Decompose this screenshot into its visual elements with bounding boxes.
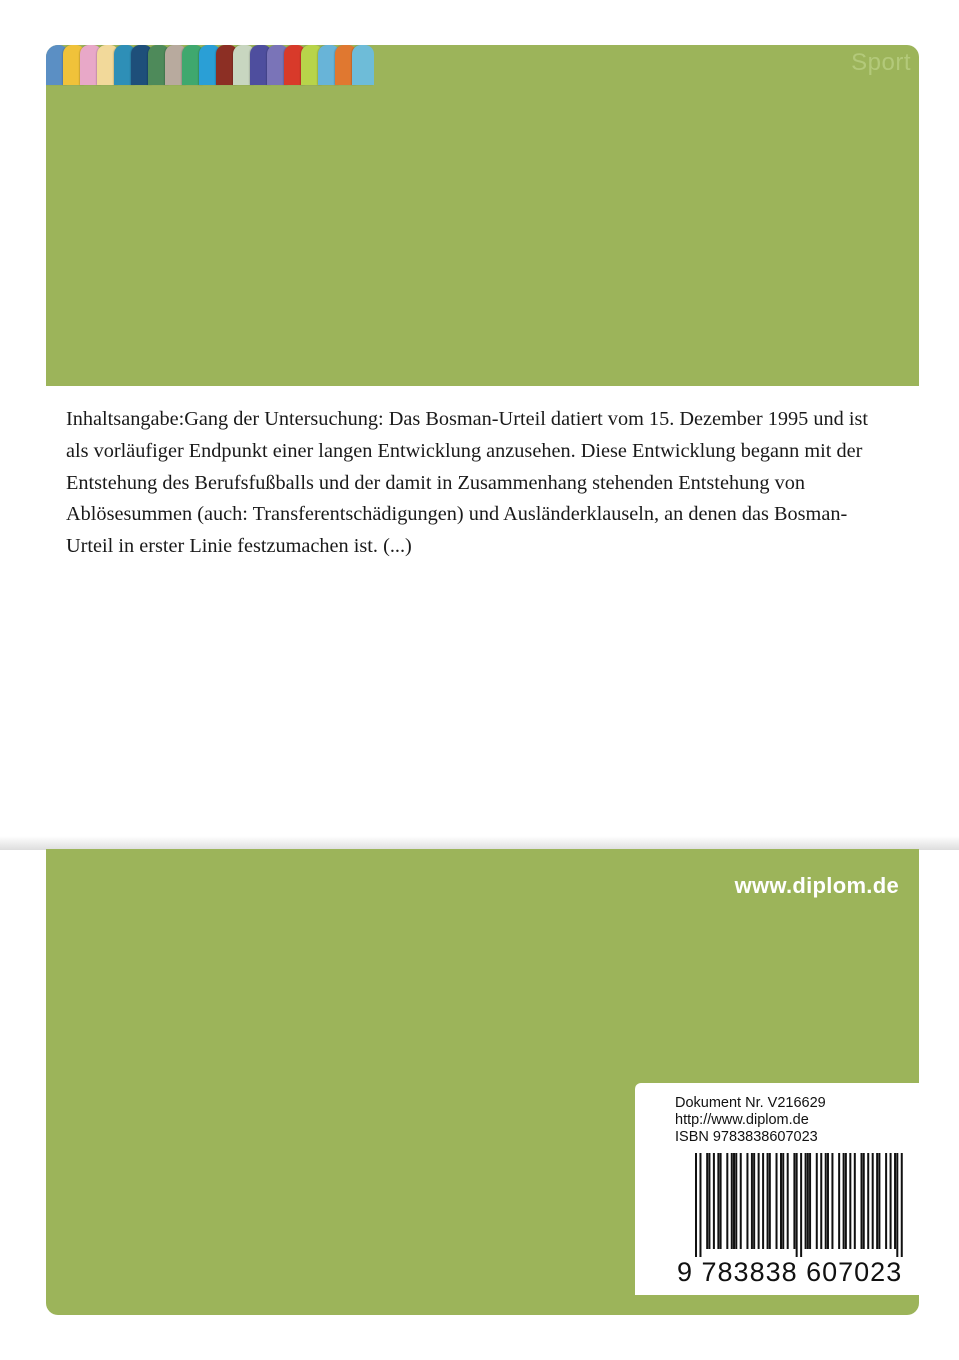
color-tabs — [46, 45, 386, 87]
section-divider-shadow — [0, 836, 959, 850]
barcode-bar — [885, 1153, 887, 1249]
barcode-bar — [776, 1153, 778, 1249]
category-label: Sport — [851, 49, 911, 76]
barcode-bar — [767, 1153, 769, 1249]
barcode-bar — [735, 1153, 737, 1249]
barcode-bar — [717, 1153, 719, 1249]
barcode-bar — [831, 1153, 833, 1249]
barcode-bar — [878, 1153, 880, 1249]
barcode-bars — [695, 1153, 903, 1257]
barcode-bar — [782, 1153, 784, 1249]
cover-top-panel — [46, 45, 919, 386]
barcode-bar — [901, 1153, 903, 1257]
barcode-bar — [746, 1153, 748, 1249]
barcode-bar — [825, 1153, 827, 1249]
barcode-bar — [793, 1153, 795, 1249]
barcode-bar — [896, 1153, 898, 1257]
barcode-bar — [894, 1153, 896, 1249]
barcode-bar — [805, 1153, 807, 1249]
isbn-text: ISBN 9783838607023 — [675, 1129, 818, 1145]
barcode-bar — [695, 1153, 697, 1257]
barcode-bar — [720, 1153, 722, 1249]
barcode-bar — [800, 1153, 802, 1257]
publisher-url: http://www.diplom.de — [675, 1112, 809, 1128]
document-number: Dokument Nr. V216629 — [675, 1095, 826, 1111]
barcode-bar — [762, 1153, 764, 1249]
barcode-bar — [838, 1153, 840, 1249]
barcode-bar — [733, 1153, 735, 1249]
barcode-bar — [843, 1153, 845, 1249]
barcode-bar — [872, 1153, 874, 1249]
barcode-bar — [827, 1153, 829, 1249]
barcode-bar — [751, 1153, 753, 1249]
barcode-bar — [713, 1153, 715, 1249]
barcode-bar — [809, 1153, 811, 1249]
barcode-bar — [867, 1153, 869, 1249]
barcode-bar — [849, 1153, 851, 1249]
barcode-bar — [820, 1153, 822, 1249]
back-cover-blurb: Inhaltsangabe:Gang der Untersuchung: Das Bosman-Urteil datiert vom 15. Dezember 1995 und ist als vorläufiger Endpunkt einer langen Entwicklung anzusehen. Diese Entwicklung begann mit der Entstehung des Berufsfußballs und der damit in Zusammenhang stehenden Entstehung von Ablösesummen (auch: Transferentschädigungen) und Ausländerklauseln, an denen das Bosman-Urteil in erster Linie festzumachen ist. (...) — [66, 408, 869, 558]
barcode-bar — [845, 1153, 847, 1249]
barcode-bar — [854, 1153, 856, 1249]
barcode-bar — [726, 1153, 728, 1249]
barcode-bar — [758, 1153, 760, 1249]
barcode-bar — [861, 1153, 863, 1249]
barcode-bar — [780, 1153, 782, 1249]
publisher-website[interactable]: www.diplom.de — [734, 873, 899, 898]
barcode-bar — [890, 1153, 892, 1249]
barcode-bar — [769, 1153, 771, 1249]
barcode-bar — [876, 1153, 878, 1249]
cover-bottom-panel — [46, 849, 919, 1315]
color-tab — [352, 45, 374, 85]
barcode-bar — [863, 1153, 865, 1249]
barcode-bar — [731, 1153, 733, 1249]
barcode-bar — [787, 1153, 789, 1249]
barcode-bar — [740, 1153, 742, 1249]
barcode-bar — [706, 1153, 708, 1249]
barcode-digits: 9 783838 607023 — [677, 1257, 903, 1287]
barcode-bar — [807, 1153, 809, 1249]
barcode-bar — [816, 1153, 818, 1249]
barcode-bar — [708, 1153, 710, 1249]
barcode-bar — [699, 1153, 701, 1257]
barcode-box — [635, 1083, 919, 1295]
barcode-bar — [753, 1153, 755, 1249]
barcode-bar — [796, 1153, 798, 1257]
